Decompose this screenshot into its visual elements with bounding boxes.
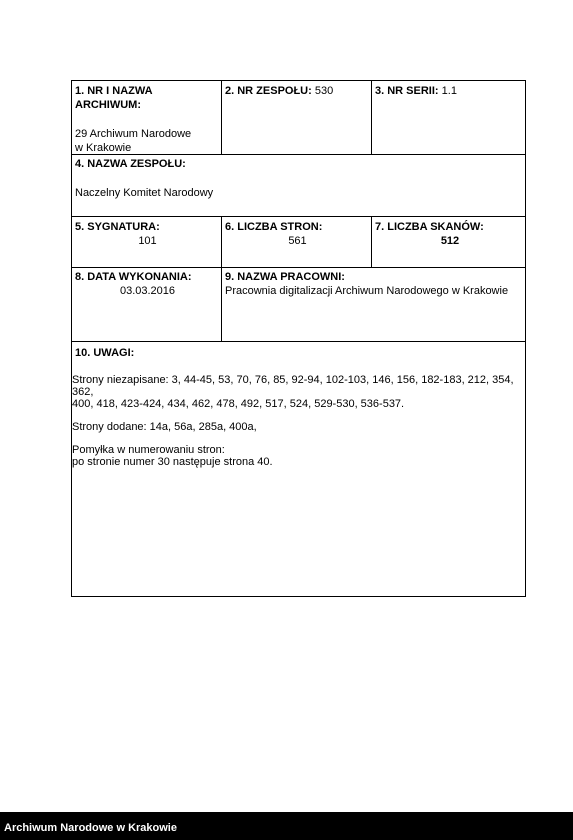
col-divider <box>371 81 372 154</box>
series-number-cell <box>375 84 525 98</box>
numbering-error-line2: po stronie numer 30 następuje strona 40. <box>72 456 273 468</box>
footer-bar <box>0 812 573 840</box>
row-divider <box>72 216 525 217</box>
workshop-name-cell <box>225 270 525 298</box>
scan-count-value: 512 <box>440 235 460 247</box>
scan-count-cell <box>375 220 525 248</box>
signature-value: 101 <box>138 235 157 247</box>
added-pages: Strony dodane: 14a, 56a, 285a, 400a, <box>72 421 257 433</box>
notes-label-cell <box>75 346 525 360</box>
archive-label: 1. NR I NAZWA ARCHIWUM: <box>75 85 153 111</box>
workshop-name-value: Pracownia digitalizacji Archiwum Narodowego w Krakowie <box>225 285 509 297</box>
series-number-value: 1.1 <box>441 85 457 97</box>
archive-cell <box>75 84 220 155</box>
row-divider <box>72 267 525 268</box>
fonds-number-cell <box>225 84 370 98</box>
archive-value-line1: 29 Archiwum Narodowe <box>75 128 192 140</box>
page-count-cell <box>225 220 370 248</box>
workshop-name-label: 9. NAZWA PRACOWNI: <box>225 271 345 283</box>
unnumbered-pages-line2: 400, 418, 423-424, 434, 462, 478, 492, 517, 524, 529-530, 536-537. <box>72 398 405 410</box>
col-divider <box>221 267 222 341</box>
row-divider <box>72 341 525 342</box>
fonds-number-label: 2. NR ZESPOŁU: <box>225 85 312 97</box>
page-count-value: 561 <box>288 235 307 247</box>
execution-date-cell <box>75 270 220 298</box>
signature-cell <box>75 220 220 248</box>
col-divider <box>371 216 372 267</box>
execution-date-value: 03.03.2016 <box>119 285 176 297</box>
notes-content <box>72 374 525 468</box>
fonds-name-cell <box>75 157 525 200</box>
series-number-label: 3. NR SERII: <box>375 85 439 97</box>
footer-text: Archiwum Narodowe w Krakowie <box>4 822 177 834</box>
unnumbered-pages-line1: Strony niezapisane: 3, 44-45, 53, 70, 76, 85, 92-94, 102-103, 146, 156, 182-183, 212, 354, 362, <box>72 374 514 398</box>
fonds-name-value: Naczelny Komitet Narodowy <box>75 187 214 199</box>
page-count-label: 6. LICZBA STRON: <box>225 221 323 233</box>
notes-label: 10. UWAGI: <box>75 347 135 359</box>
numbering-error-line1: Pomyłka w numerowaniu stron: <box>72 444 225 456</box>
fonds-number-value: 530 <box>314 85 334 97</box>
archive-form <box>71 80 526 597</box>
signature-label: 5. SYGNATURA: <box>75 221 160 233</box>
execution-date-label: 8. DATA WYKONANIA: <box>75 271 192 283</box>
fonds-name-label: 4. NAZWA ZESPOŁU: <box>75 158 186 170</box>
col-divider <box>221 81 222 154</box>
col-divider <box>221 216 222 267</box>
archive-value-line2: w Krakowie <box>75 142 132 154</box>
scan-count-label: 7. LICZBA SKANÓW: <box>375 221 484 233</box>
